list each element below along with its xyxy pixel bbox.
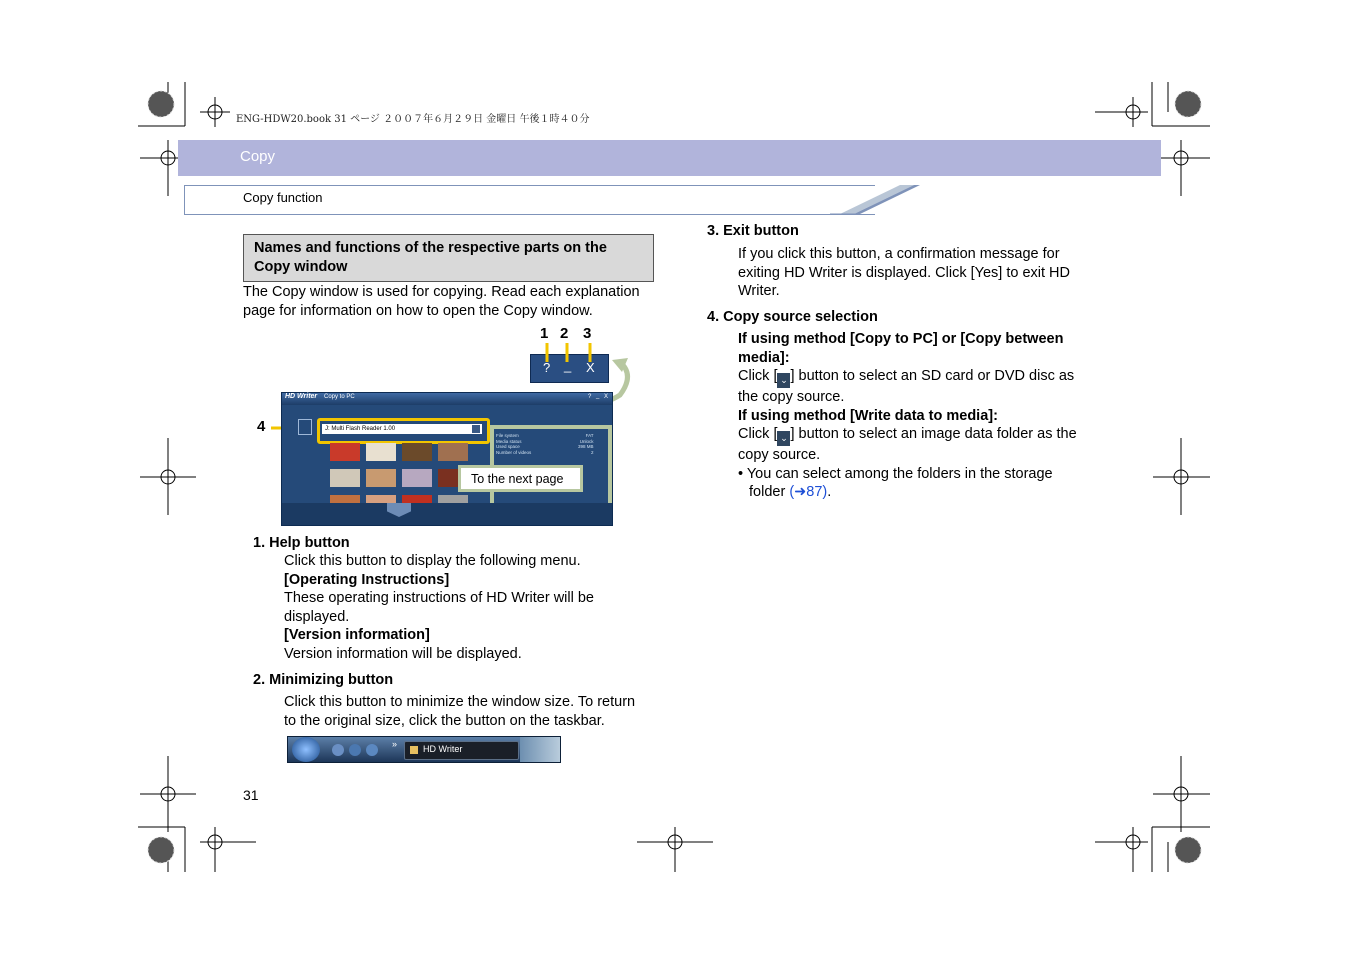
chapter-title: Copy — [240, 148, 276, 165]
chevron-down-icon: ⌄ — [777, 373, 790, 388]
taskbar-screenshot — [287, 736, 561, 763]
minimize-button-description: Click this button to minimize the window size. To return to the original size, click the button on the taskbar. — [284, 694, 636, 729]
exit-button[interactable]: X — [586, 360, 595, 375]
intro-paragraph: The Copy window is used for copying. Read each explanation page for information on how to open the Copy window. — [243, 284, 640, 319]
copy-window-screenshot — [281, 392, 613, 526]
media-info-labels: File system Media status Used space Number of videos — [496, 433, 532, 455]
chevron-down-icon: ⌄ — [777, 431, 790, 446]
quick-launch-icon[interactable] — [366, 744, 378, 756]
copy-source-select[interactable]: J: Multi Flash Reader 1.00 — [322, 424, 482, 434]
minimize-button[interactable]: _ — [564, 358, 572, 373]
callout-2: 2 — [560, 325, 569, 342]
copy-source-heading: 4. Copy source selection — [707, 309, 878, 325]
source-highlight-frame — [317, 418, 490, 444]
window-titlebar: HD Writer Copy to PC ? _ X — [282, 393, 612, 405]
chevron-down-icon[interactable] — [472, 425, 480, 433]
thumbnail-grid — [330, 443, 455, 498]
media-info-values: FAT Unlock 398 MB 2 — [578, 433, 594, 455]
callout-3: 3 — [583, 325, 592, 342]
copy-source-description: If using method [Copy to PC] or [Copy between media]: Click [ ⌄ ] button to select an SD card or DVD disc as the copy source. If using method [Write data to media]: Click [ ⌄ ] button to select an image data folder as the copy source. • You can select among the folders in the storage folder (➜87). — [738, 331, 1077, 500]
more-icon[interactable]: » — [392, 739, 398, 749]
exit-button-description: If you click this button, a confirmation message for exiting HD Writer is displayed. Click [Yes] to exit HD Writer. — [738, 246, 1070, 299]
taskbar-hd-writer-button[interactable]: HD Writer — [404, 741, 519, 760]
hd-writer-icon — [410, 746, 418, 754]
exit-button-heading: 3. Exit button — [707, 223, 799, 239]
print-header: ENG-HDW20.book 31 ページ ２００７年６月２９日 金曜日 午後１時４０分 — [236, 114, 590, 125]
section-heading: Names and functions of the respective parts on the Copy window — [254, 240, 607, 275]
next-page-label-box — [458, 465, 583, 492]
next-page-arrow-icon[interactable] — [387, 503, 411, 517]
section-title: Copy function — [243, 190, 323, 205]
minimize-button-heading: 2. Minimizing button — [253, 672, 394, 688]
page-number: 31 — [243, 787, 259, 803]
next-page-label: To the next page — [471, 472, 564, 486]
folder-icon — [298, 419, 312, 435]
callout-4: 4 — [257, 418, 266, 435]
page-reference-link[interactable]: (➜87) — [789, 484, 828, 500]
start-orb-icon[interactable] — [292, 737, 320, 762]
quick-launch-icon[interactable] — [332, 744, 344, 756]
help-button[interactable]: ? — [543, 360, 551, 375]
callout-1: 1 — [540, 325, 549, 342]
window-footer — [282, 503, 612, 525]
help-button-heading: 1. Help button — [253, 535, 350, 551]
quick-launch-icon[interactable] — [349, 744, 361, 756]
help-button-description: Click this button to display the following menu. [Operating Instructions] These operating instructions of HD Writer will be displayed. [Version information] Version information will be displayed. — [284, 553, 594, 662]
